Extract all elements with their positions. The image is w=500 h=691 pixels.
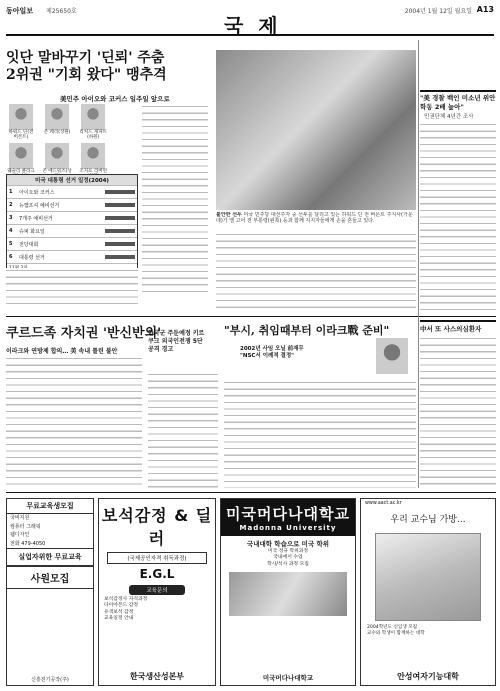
sidebar2-headline: 中서 또 사스의심환자 — [420, 320, 496, 333]
schedule-bar — [105, 242, 135, 246]
ad1-line: 국비지원 — [10, 515, 30, 521]
ad-divider — [6, 492, 496, 493]
candidate-photo — [42, 104, 72, 135]
ad-training-recruit[interactable] — [6, 498, 94, 686]
schedule-rank: 5 — [9, 241, 13, 247]
schedule-rank: 6 — [9, 254, 13, 260]
schedule-rank: 3 — [9, 215, 13, 221]
ad3-brand: 미국머다나대학교 — [262, 674, 314, 682]
schedule-name: 뉴햄프셔 예비선거 — [19, 202, 60, 209]
lead-body-lower — [216, 232, 416, 308]
issue-number: 제25650호 — [46, 8, 77, 15]
ad2-sub: (국제공인자격 취득과정) — [107, 552, 207, 564]
schedule-row — [7, 237, 137, 250]
schedule-name: 대통령 선거 — [19, 254, 45, 261]
kurd-subhead: 이라크와 연방제 합의… 美 속내 틀린 불안 — [6, 348, 118, 355]
portrait-image — [81, 143, 105, 169]
candidate-caption: 리처드 게파트(하원) — [79, 130, 107, 141]
ad1-line: 전화 479-4050 — [10, 540, 46, 547]
page-header — [6, 4, 494, 36]
candidate-photo — [78, 104, 108, 141]
ad4-bag-image — [375, 533, 481, 621]
schedule-name: 전당대회 — [19, 241, 39, 248]
column-divider — [418, 40, 419, 488]
candidate-caption: 웨슬리 클라크 — [7, 168, 35, 174]
ad2-title: 보석감정 & 딜러 — [101, 506, 213, 548]
schedule-rank: 2 — [9, 202, 13, 208]
kurd-body — [6, 356, 142, 488]
sidebar1-body — [420, 122, 496, 312]
sidebar1-headline: "美 경찰 백인 미소년 위안 학동 2배 높아" — [420, 90, 496, 112]
section-divider — [6, 316, 496, 317]
ad3-subtitle: Madonna University — [239, 524, 337, 532]
ad-madonna-university[interactable] — [220, 498, 356, 686]
ad2-line: 보석감정사 자격과정 — [104, 597, 148, 602]
ad2-line: 다이아몬드 감정 — [104, 603, 138, 609]
schedule-row — [7, 211, 137, 224]
oneill-portrait — [376, 338, 408, 374]
bush-subhead-line1: 2002년 사임 오닐 前재무 — [240, 346, 304, 352]
ad3-headline: 국내대학 학습으로 미국 학위 — [246, 540, 330, 548]
portrait-image — [45, 143, 69, 169]
portrait-image — [9, 104, 33, 130]
candidate-caption: 하워드 딘(전 버몬트) — [8, 130, 34, 141]
ad2-line: 유색보석 감정 — [104, 609, 134, 615]
ad2-brand: 한국생산성본부 — [129, 672, 185, 681]
ad3-image — [229, 572, 347, 616]
candidate-photo — [6, 104, 36, 141]
text-lines — [142, 104, 208, 296]
lead-photo-caption — [216, 212, 416, 226]
sidebar1-subhead: 민권단체 4년간 조사 — [424, 114, 474, 120]
schedule-box — [6, 174, 138, 273]
lead-headline-line1: 잇단 말바꾸기 '딘뢰' 주춤 — [6, 50, 165, 66]
ad1-banner: 실업자위한 무료교육 — [7, 548, 93, 566]
schedule-name: 7개주 예비선거 — [19, 215, 53, 222]
schedule-bar — [105, 216, 135, 220]
schedule-bar — [105, 229, 135, 233]
newspaper-logo: 동아일보 — [6, 7, 34, 15]
portrait-image — [81, 104, 105, 130]
lead-headline-line2: 2위권 "기회 왔다" 맹추격 — [6, 66, 167, 83]
ad3-band — [221, 499, 355, 536]
ad1-line: 웹디자인 — [10, 532, 30, 538]
schedule-bar — [105, 190, 135, 194]
photo-caption-title: 불안한 선두 — [216, 212, 242, 218]
ad4-title: 우리 교수님 가방... — [390, 515, 466, 525]
ad1-company: 신흥전기공작(주) — [31, 677, 69, 683]
section-title: 국 제 — [224, 14, 282, 38]
photo-caption-text: 미국 민주당 대선주자 중 선두를 달리고 있는 하워드 딘 전 버몬트 주지사(가운데)가 앨 고어 전 부통령(왼쪽) 등과 함께 지지자들에게 손을 흔들고 있다. — [216, 212, 413, 225]
schedule-rank: 4 — [9, 228, 13, 234]
candidate-caption: 조지프 리버먼 — [79, 168, 107, 174]
ad1-title: 무료교육생모집 — [7, 499, 93, 514]
bush-subhead — [240, 346, 304, 360]
portrait-image — [45, 104, 69, 130]
schedule-title: 미국 대통령 선거 일정(2004) — [7, 175, 137, 185]
page-number: A13 — [476, 5, 494, 14]
kurd-headline: 쿠르드족 자치권 '반신반의' — [6, 326, 162, 341]
portrait-image — [9, 143, 33, 169]
lead-photo — [216, 50, 416, 210]
bush-subhead-line2: "NSC서 이례적 결정" — [240, 353, 295, 360]
schedule-bar — [105, 255, 135, 259]
schedule-rank: 1 — [9, 189, 13, 195]
schedule-name: 슈퍼 화요일 — [19, 228, 45, 235]
ad1-line: 컴퓨터 그래픽 — [10, 523, 41, 530]
ad2-line: 교육일정 안내 — [104, 616, 134, 622]
ad3-line: 미국 정규 학위과정 — [267, 549, 309, 554]
schedule-row — [7, 224, 137, 237]
middle-headline: 한국군 주둔예정 키르쿠크 외국인전쟁 5단 공격 경고 — [148, 330, 205, 353]
candidate-photos — [6, 104, 138, 182]
schedule-name: 아이오와 코커스 — [19, 189, 55, 196]
bush-body — [224, 380, 416, 488]
ad-anseong-college[interactable] — [360, 498, 496, 686]
middle-body — [148, 372, 218, 488]
ad4-line: 교수와 학생이 함께하는 대학 — [367, 631, 425, 636]
ad3-title: 미국머다나대학교 — [226, 505, 350, 523]
ad4-url: www.aact.ac.kr — [365, 501, 402, 506]
sidebar2-body — [420, 336, 496, 488]
ad3-line: 국내에서 수업 — [273, 555, 303, 561]
ad-gem-appraisal[interactable] — [98, 498, 216, 686]
schedule-bar — [105, 203, 135, 207]
lead-body-left — [6, 268, 138, 308]
ad2-inquiry-badge: 교육문의 — [129, 585, 185, 595]
ad1-recruit: 사원모집 — [7, 566, 93, 589]
ad4-line: 2004학년도 신입생 모집 — [367, 625, 418, 630]
lead-subhead: 美민주 아이오와 코커스 일주일 앞으로 — [60, 95, 170, 103]
ad4-brand: 안성여자기능대학 — [397, 672, 459, 681]
ad3-line: 학사/석사 과정 모집 — [267, 561, 309, 567]
lead-headline — [6, 50, 214, 84]
candidate-caption: 존 에드워즈(상 — [42, 168, 72, 174]
candidate-caption: 존 케리(상원) — [43, 130, 71, 135]
issue-date: 2004년 1월 12일 월요일 — [404, 8, 472, 15]
ad2-logo: E.G.L — [139, 567, 175, 581]
schedule-row — [7, 185, 137, 198]
schedule-row — [7, 250, 137, 263]
bush-headline: "부시, 취임때부터 이라크戰 준비" — [224, 324, 390, 337]
schedule-row — [7, 198, 137, 211]
